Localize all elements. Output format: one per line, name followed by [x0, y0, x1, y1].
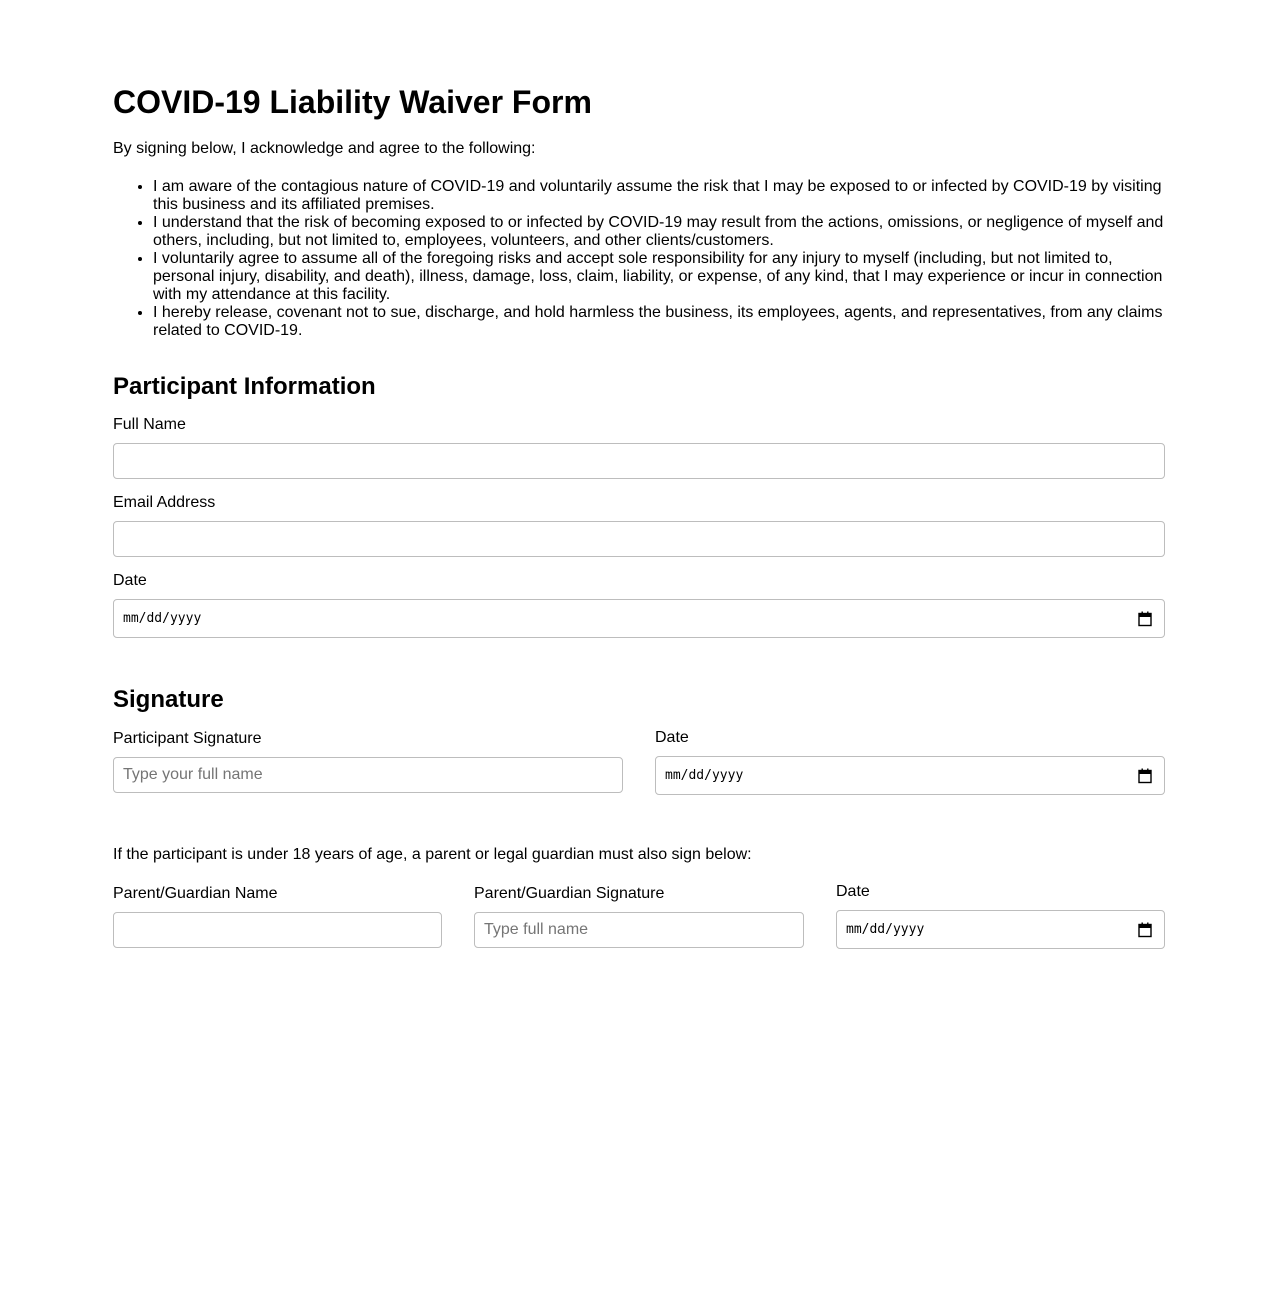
list-item: • I hereby release, covenant not to sue, discharge, and hold harmless the business, its employees, agents, and representatives, from any claims related to COVID-19. — [153, 304, 1165, 340]
participant-signature-label: Participant Signature — [113, 730, 262, 747]
full-name-field[interactable] — [113, 443, 1165, 479]
calendar-icon[interactable] — [1138, 768, 1152, 784]
calendar-icon[interactable] — [1138, 922, 1152, 938]
full-name-label: Full Name — [113, 416, 186, 433]
participant-signature-placeholder: Type your full name — [123, 766, 263, 783]
guardian-signature-field[interactable] — [474, 912, 804, 948]
intro-text: By signing below, I acknowledge and agree to the following: — [113, 140, 536, 157]
guardian-date-field[interactable] — [836, 910, 1165, 949]
list-item: • I voluntarily agree to assume all of the foregoing risks and accept sole responsibility for any injury to myself (including, but not limited to, personal injury, disability, and death), illness, damage, loss, claim, liability, or expense, of any kind, that I may experience or incur in connection with my attendance at this facility. — [153, 250, 1165, 304]
list-item: • I am aware of the contagious nature of COVID-19 and voluntarily assume the risk that I may be exposed to or infected by COVID-19 by visiting this business and its affiliated premises. — [153, 178, 1165, 214]
signature-date-field[interactable] — [655, 756, 1165, 795]
participant-date-field[interactable] — [113, 599, 1165, 638]
guardian-date-label: Date — [836, 883, 870, 900]
page-title: COVID-19 Liability Waiver Form — [113, 84, 592, 120]
signature-heading: Signature — [113, 686, 224, 713]
guardian-signature-placeholder: Type full name — [484, 921, 589, 938]
participant-date-label: Date — [113, 572, 147, 589]
signature-date-label: Date — [655, 729, 689, 746]
terms-list — [113, 178, 1165, 340]
participant-info-heading: Participant Information — [113, 373, 376, 400]
guardian-name-field[interactable] — [113, 912, 442, 948]
email-label: Email Address — [113, 494, 216, 511]
list-item: • I understand that the risk of becoming exposed to or infected by COVID-19 may result from the actions, omissions, or negligence of myself and others, including, but not limited to, employees, volunteers, and other clients/customers. — [153, 214, 1165, 250]
participant-date-placeholder: mm/dd/yyyy — [123, 611, 202, 626]
email-field[interactable] — [113, 521, 1165, 557]
guardian-date-placeholder: mm/dd/yyyy — [846, 922, 925, 937]
guardian-signature-label: Parent/Guardian Signature — [474, 885, 665, 902]
guardian-name-label: Parent/Guardian Name — [113, 885, 278, 902]
guardian-note: If the participant is under 18 years of age, a parent or legal guardian must also sign below: — [113, 846, 752, 863]
calendar-icon[interactable] — [1138, 611, 1152, 627]
participant-signature-field[interactable] — [113, 757, 623, 793]
signature-date-placeholder: mm/dd/yyyy — [665, 768, 744, 783]
